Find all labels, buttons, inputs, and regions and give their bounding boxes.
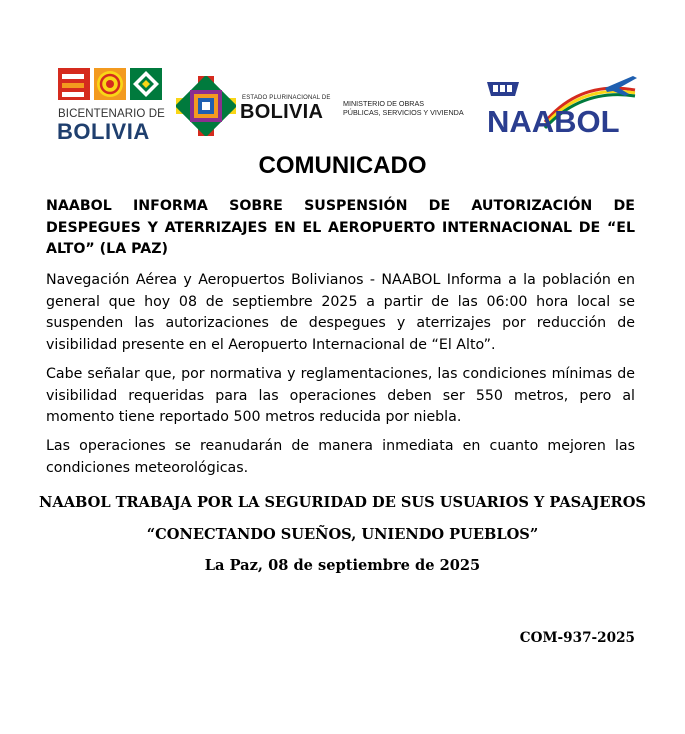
- naabol-logo: [485, 70, 643, 136]
- ministerio-line-2: PÚBLICAS, SERVICIOS Y VIVIENDA: [343, 108, 464, 117]
- estado-caption: ESTADO PLURINACIONAL DE: [242, 95, 331, 101]
- bicentenario-caption: BICENTENARIO DE: [58, 108, 165, 120]
- bicentenario-name: BOLIVIA: [57, 119, 150, 144]
- naabol-logo-graphic: [485, 70, 643, 136]
- wiphala-seal-icon: [176, 76, 236, 136]
- ministerio-logo: [343, 99, 483, 123]
- ministerio-line-1: MINISTERIO DE OBRAS: [343, 99, 425, 108]
- closing-line-1: NAABOL TRABAJA POR LA SEGURIDAD DE SUS USUARIOS Y PASAJEROS: [39, 494, 646, 511]
- bicentenario-logo: [56, 66, 166, 142]
- estado-name: BOLIVIA: [240, 101, 324, 123]
- closing-slogan: “CONECTANDO SUEÑOS, UNIENDO PUEBLOS”: [146, 526, 539, 543]
- paragraph-3: Las operaciones se reanudarán de manera inmediata en cuanto mejoren las condiciones meteorológicas.: [46, 438, 635, 476]
- document-code: COM-937-2025: [519, 630, 635, 646]
- naabol-wordmark: NAABOL: [487, 104, 620, 136]
- header-logos: [0, 0, 685, 150]
- paragraph-1: Navegación Aérea y Aeropuertos Bolivianos - NAABOL Informa a la población en general que hoy 08 de septiembre 2025 a partir de las 06:00 hora local se suspenden las autorizaciones de despegues y aterrizajes por reducción de visibilidad presente en el Aeropuerto Internacional de “El Alto”.: [46, 272, 635, 353]
- page-title: COMUNICADO: [258, 152, 427, 179]
- headline: NAABOL INFORMA SOBRE SUSPENSIÓN DE AUTORIZACIÓN DE DESPEGUES Y ATERRIZAJES EN EL AEROPUERTO INTERNACIONAL DE “EL ALTO” (LA PAZ): [46, 198, 635, 257]
- place-date: La Paz, 08 de septiembre de 2025: [204, 557, 481, 574]
- paragraph-2: Cabe señalar que, por normativa y reglamentaciones, las condiciones mínimas de visibilidad requeridas para las operaciones deben ser 550 metros, pero al momento tiene reportado 500 metros reducida por niebla.: [46, 366, 635, 425]
- bicentenario-emblem-icon: [58, 66, 162, 106]
- estado-plurinacional-logo: [176, 76, 331, 138]
